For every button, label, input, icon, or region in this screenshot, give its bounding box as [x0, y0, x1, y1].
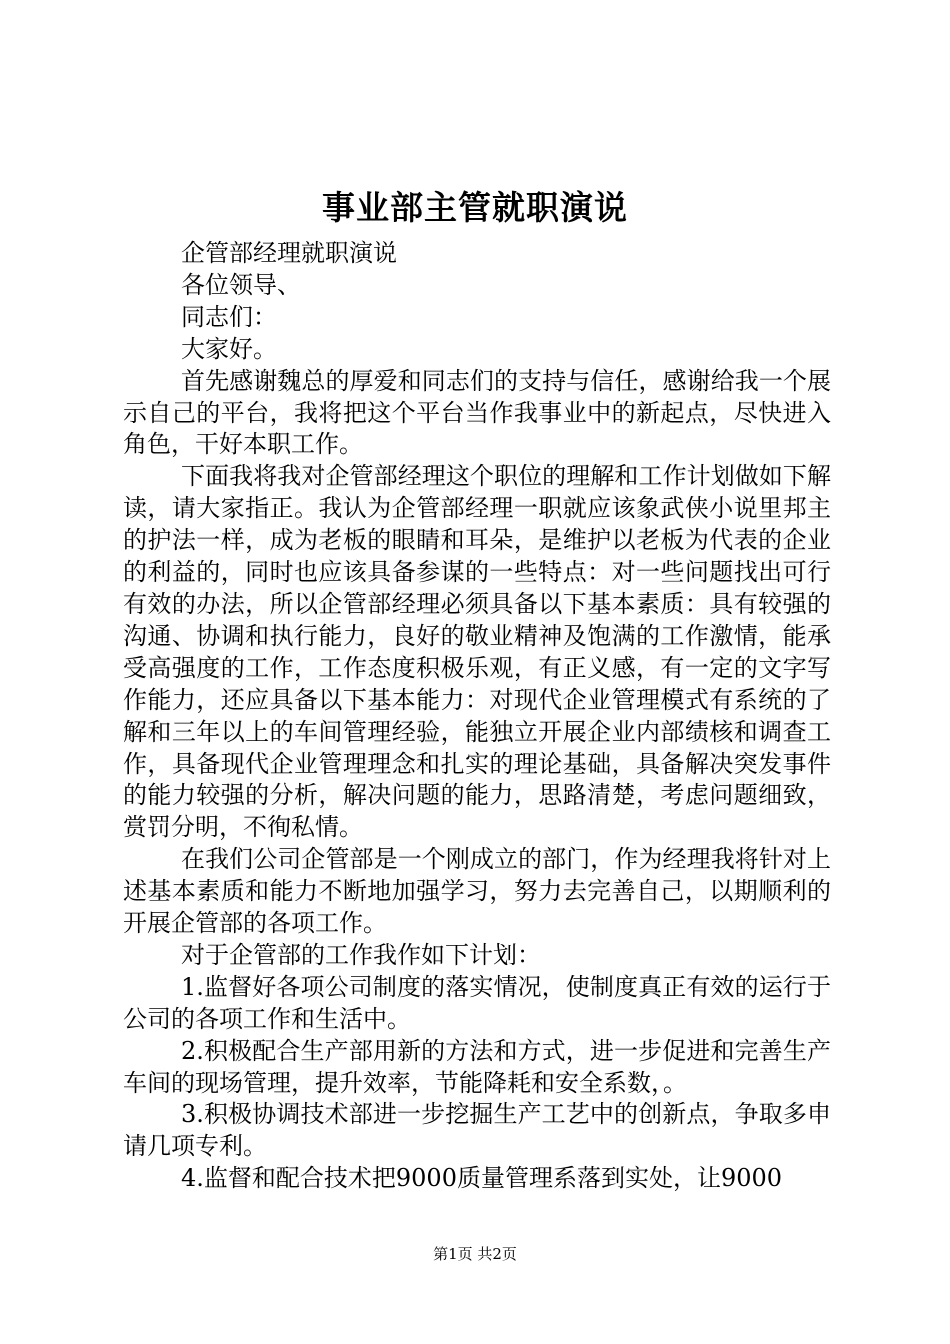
- body-paragraph: 下面我将我对企管部经理这个职位的理解和工作计划做如下解读，请大家指正。我认为企管部经理一职就应该象武侠小说里邦主的护法一样，成为老板的眼睛和耳朵，是维护以老板为代表的企业的利益的，同时也应该具备参谋的一些特点：对一些问题找出可行有效的办法，所以企管部经理必须具备以下基本素质：具有较强的沟通、协调和执行能力，良好的敬业精神及饱满的工作激情，能承受高强度的工作，工作态度积极乐观，有正义感，有一定的文字写作能力，还应具备以下基本能力：对现代企业管理模式有系统的了解和三年以上的车间管理经验，能独立开展企业内部绩核和调查工作，具备现代企业管理理念和扎实的理论基础，具备解决突发事件的能力较强的分析，解决问题的能力，思路清楚，考虑问题细致，赏罚分明，不徇私情。: [123, 462, 831, 842]
- greeting-line: 大家好。: [181, 334, 277, 363]
- plan-item: 3.积极协调技术部进一步挖掘生产工艺中的创新点，争取多申请几项专利。: [123, 1100, 831, 1161]
- plan-item: 1.监督好各项公司制度的落实情况，使制度真正有效的运行于公司的各项工作和生活中。: [123, 972, 831, 1033]
- salutation-line: 同志们：: [181, 302, 277, 331]
- salutation-line: 各位领导、: [181, 270, 301, 299]
- document-title: 事业部主管就职演说: [322, 188, 628, 227]
- document-body: [123, 238, 831, 1195]
- body-paragraph: 对于企管部的工作我作如下计划：: [181, 940, 541, 969]
- plan-item: 2.积极配合生产部用新的方法和方式，进一步促进和完善生产车间的现场管理，提升效率，节能降耗和安全系数，。: [123, 1036, 831, 1097]
- body-paragraph: 在我们公司企管部是一个刚成立的部门，作为经理我将针对上述基本素质和能力不断地加强学习，努力去完善自己，以期顺利的开展企管部的各项工作。: [123, 845, 831, 938]
- body-paragraph: 首先感谢魏总的厚爱和同志们的支持与信任，感谢给我一个展示自己的平台，我将把这个平台当作我事业中的新起点，尽快进入角色，干好本职工作。: [123, 366, 831, 459]
- subtitle-line: 企管部经理就职演说: [181, 239, 397, 267]
- plan-item: 4.监督和配合技术把9000质量管理系落到实处，让9000: [181, 1164, 783, 1193]
- page-number-footer: 第1页 共2页: [433, 1245, 517, 1263]
